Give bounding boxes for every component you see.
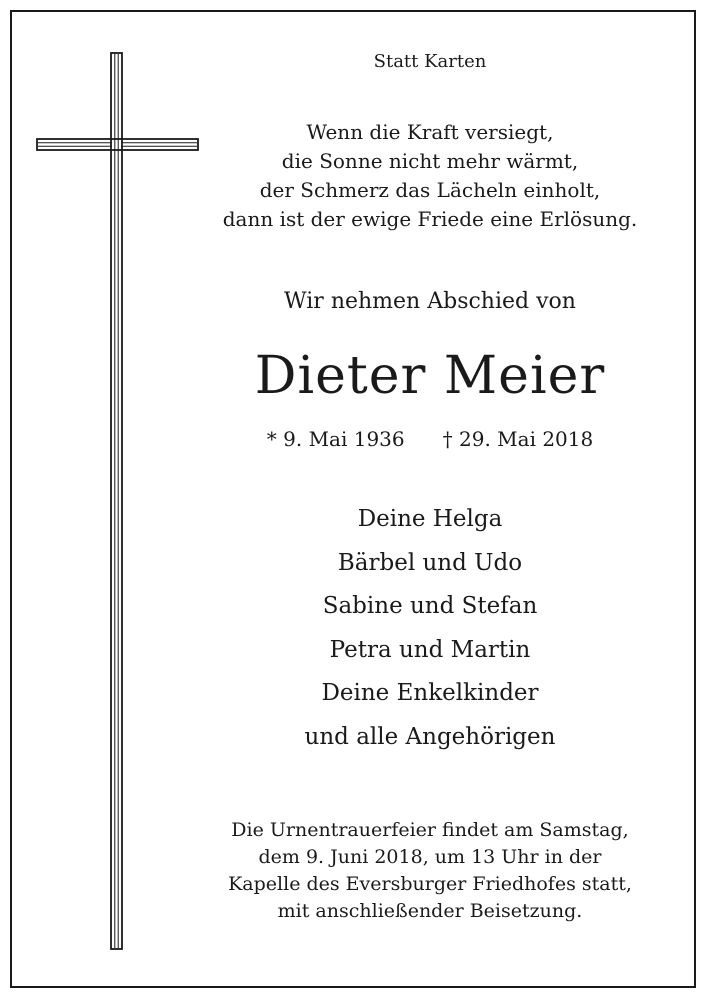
funeral-line: mit anschließender Beisetzung. [277, 900, 583, 922]
deceased-name: Dieter Meier [254, 346, 606, 406]
survivor-entry: Deine Enkelkinder [321, 680, 539, 706]
funeral-line: Kapelle des Eversburger Friedhofes statt, [228, 873, 632, 895]
death-date: † 29. Mai 2018 [442, 427, 594, 451]
birth-date: * 9. Mai 1936 [266, 427, 405, 451]
funeral-line: dem 9. Juni 2018, um 13 Uhr in der [258, 846, 602, 868]
verse-line: Wenn die Kraft versiegt, [306, 120, 554, 144]
funeral-line: Die Urnentrauerfeier findet am Samstag, [231, 819, 629, 841]
survivors-list [200, 498, 660, 759]
survivor-entry: Deine Helga [357, 506, 503, 532]
verse-line: der Schmerz das Lächeln einholt, [259, 178, 601, 202]
life-dates [200, 425, 660, 453]
verse-line: die Sonne nicht mehr wärmt, [281, 149, 579, 173]
funeral-notice [200, 817, 660, 925]
verse [200, 118, 660, 234]
survivor-entry: Bärbel und Udo [337, 549, 523, 576]
survivor-entry: und alle Angehörigen [304, 723, 556, 750]
farewell-line: Wir nehmen Abschied von [284, 289, 576, 314]
survivor-entry: Petra und Martin [329, 636, 531, 663]
survivor-entry: Sabine und Stefan [322, 593, 538, 619]
header-note: Statt Karten [373, 51, 487, 72]
verse-line: dann ist der ewige Friede eine Erlösung. [222, 207, 638, 231]
